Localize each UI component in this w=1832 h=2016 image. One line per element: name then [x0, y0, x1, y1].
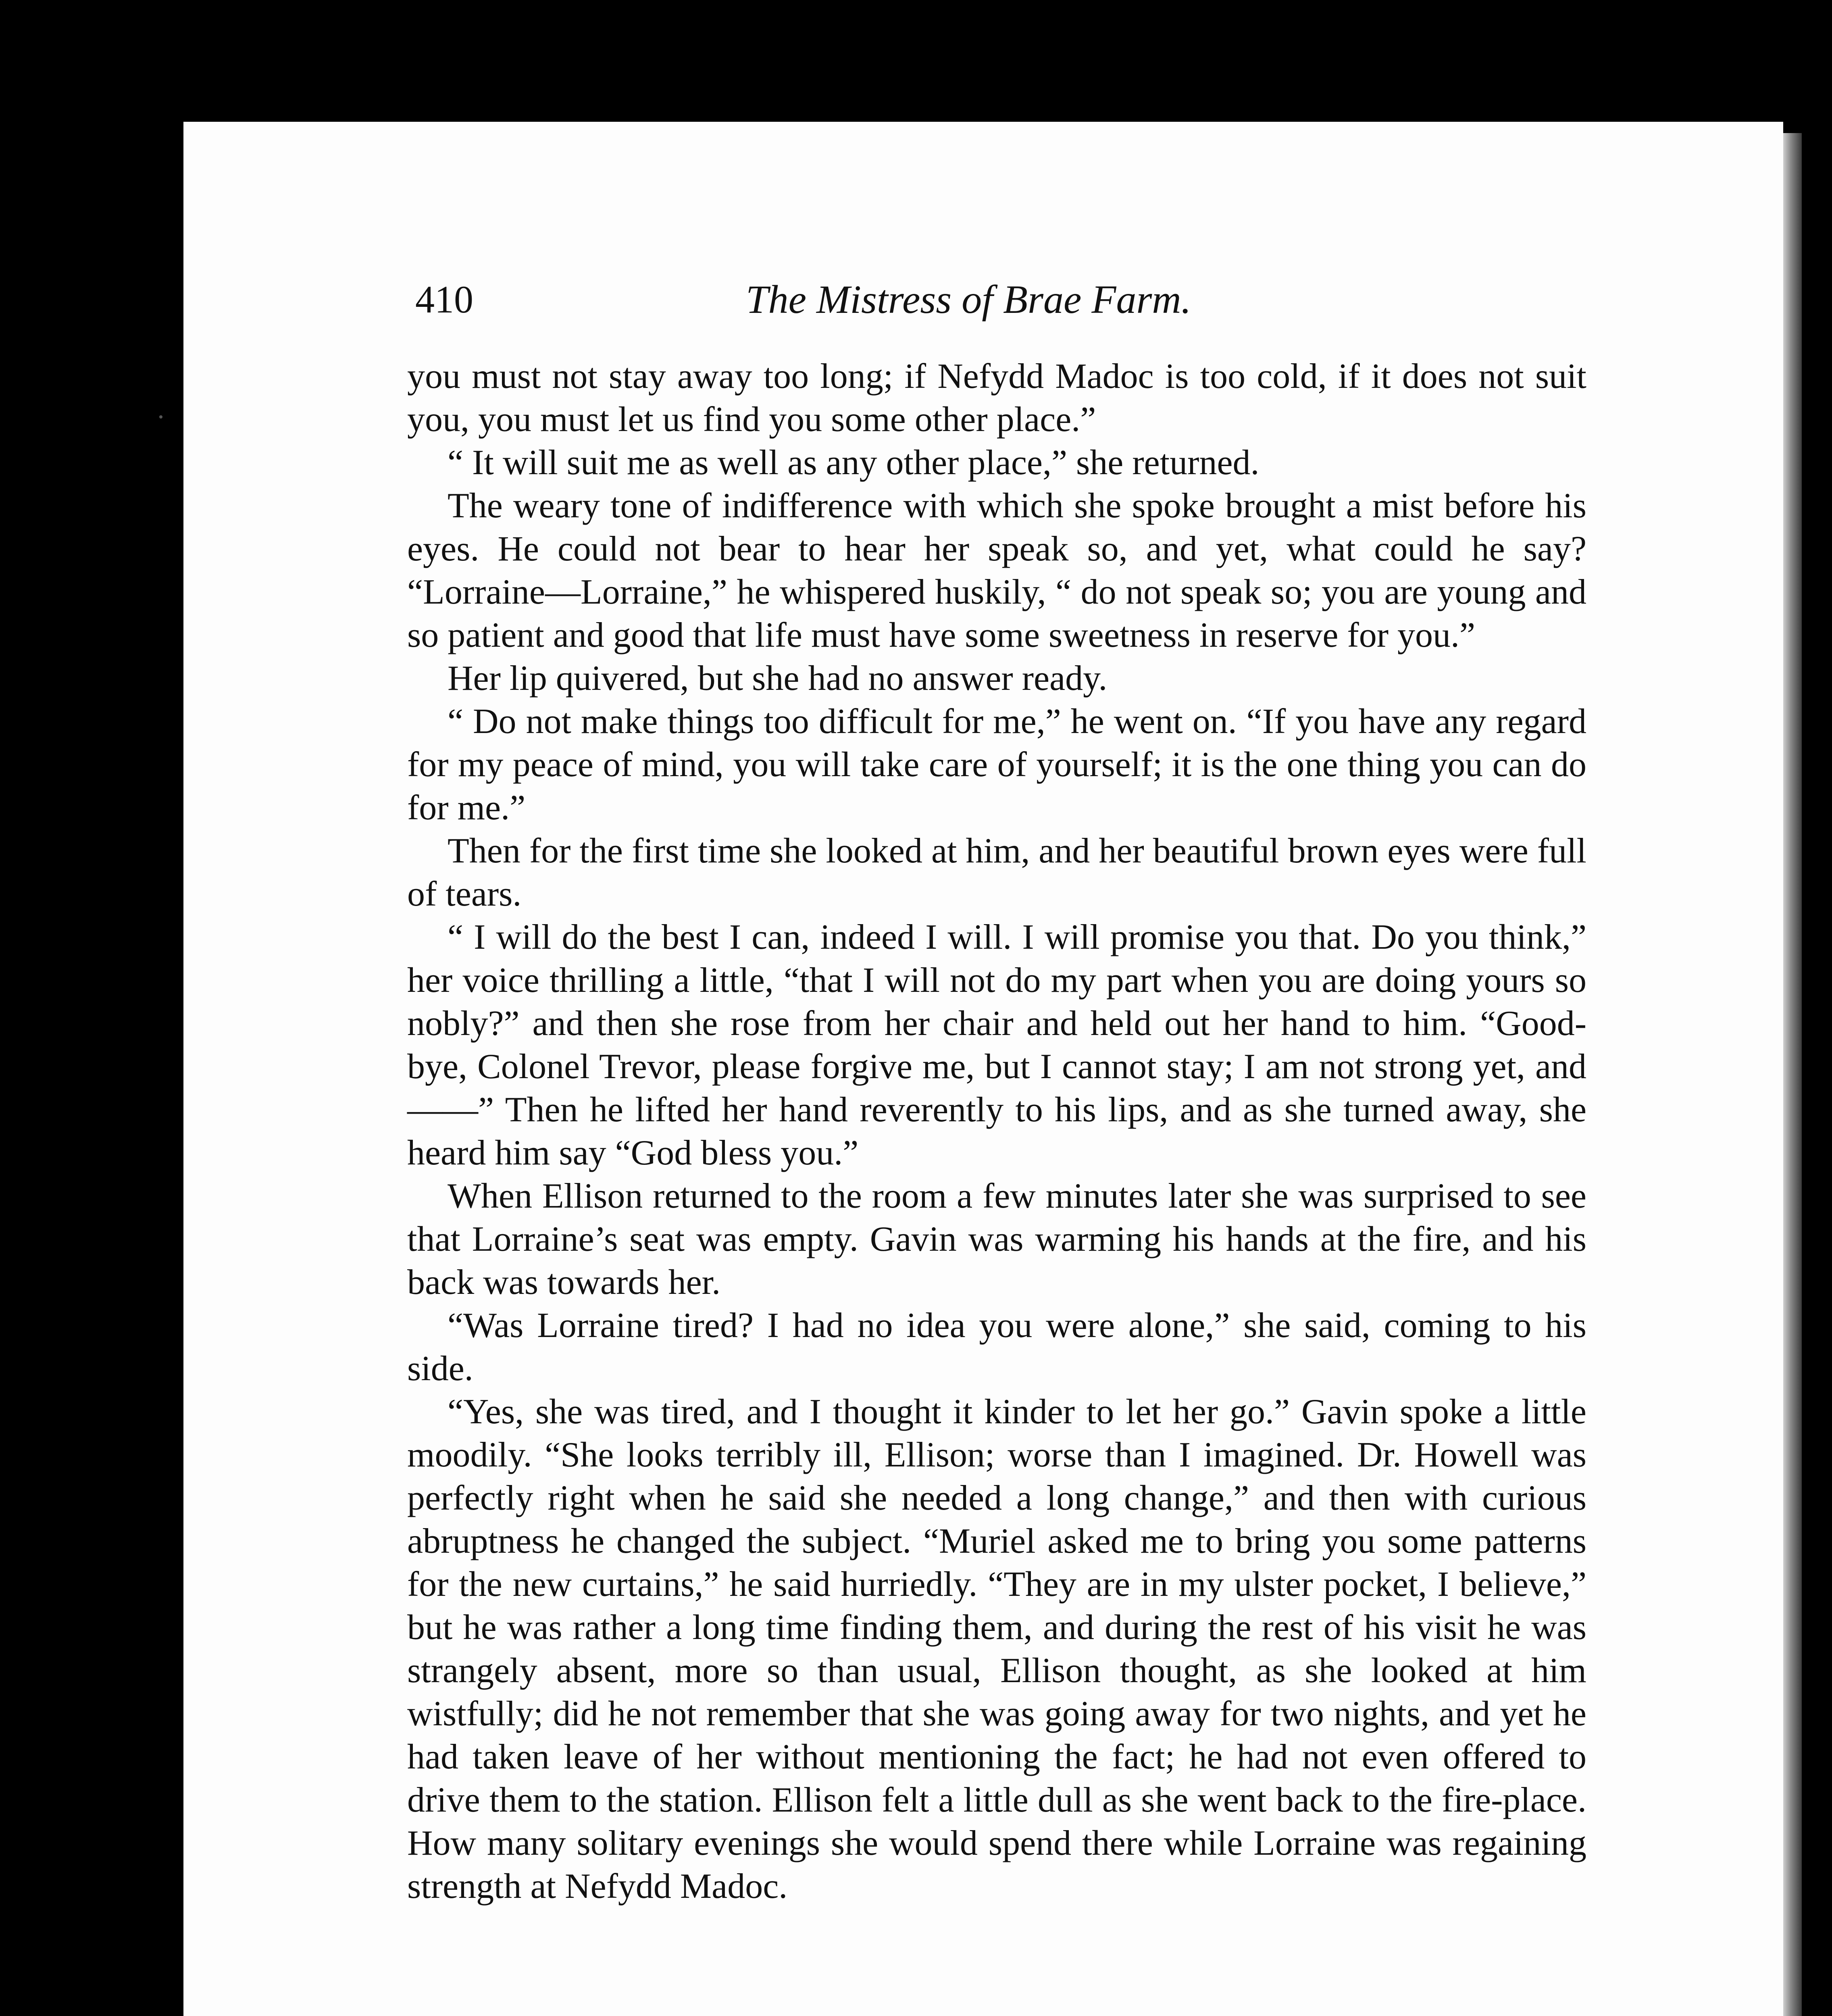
page-header: [415, 277, 1576, 322]
running-title: The Mistress of Brae Farm.: [746, 277, 1191, 322]
paragraph: Then for the first time she looked at him, and her beautiful brown eyes were full of tears.: [407, 831, 1586, 914]
paragraph: “ It will suit me as well as any other place,” she returned.: [448, 443, 1260, 482]
paragraph: Her lip quivered, but she had no answer ready.: [448, 659, 1108, 698]
paragraph: The weary tone of indifference with which she spoke brought a mist before his eyes. He could not bear to hear her speak so, and yet, what could he say? “Lorraine—Lorraine,” he whispered huskily, “ do not speak so; you are young and so patient and good that life must have some sweetness in reserve for you.”: [407, 486, 1586, 655]
paragraph: “ I will do the best I can, indeed I will. I will promise you that. Do you think,” her voice thrilling a little, “that I will not do my part when you are doing yours so nobly?” and then she rose from her chair and held out her hand to him. “Good-bye, Colonel Trevor, please forgive me, but I cannot stay; I am not strong yet, and——” Then he lifted her hand reverently to his lips, and as she turned away, she heard him say “God bless you.”: [407, 918, 1586, 1173]
page-number: 410: [415, 278, 473, 321]
paragraph: “ Do not make things too difficult for me,” he went on. “If you have any regard for my peace of mind, you will take care of yourself; it is the one thing you can do for me.”: [407, 702, 1586, 827]
scan-speck: [159, 415, 162, 419]
paragraph: “Was Lorraine tired? I had no idea you were alone,” she said, coming to his side.: [407, 1306, 1586, 1388]
body-text: [407, 355, 1586, 1908]
page-edge-shadow: [1783, 133, 1802, 2016]
paragraph: When Ellison returned to the room a few minutes later she was surprised to see that Lorraine’s seat was empty. Gavin was warming his hands at the fire, and his back was towards her.: [407, 1177, 1586, 1302]
paragraph: you must not stay away too long; if Nefydd Madoc is too cold, if it does not suit you, you must let us find you some other place.”: [407, 357, 1586, 439]
paragraph: “Yes, she was tired, and I thought it kinder to let her go.” Gavin spoke a little moodily. “She looks terribly ill, Ellison; worse than I imagined. Dr. Howell was perfectly right when he said she needed a long change,” and then with curious abruptness he changed the subject. “Muriel asked me to bring you some patterns for the new curtains,” he said hurriedly. “They are in my ulster pocket, I believe,” but he was rather a long time finding them, and during the rest of his visit he was strangely absent, more so than usual, Ellison thought, as she looked at him wistfully; did he not remember that she was going away for two nights, and yet he had taken leave of her without mentioning the fact; he had not even offered to drive them to the station. Ellison felt a little dull as she went back to the fire-place. How many solitary evenings she would spend there while Lorraine was regaining strength at Nefydd Madoc.: [407, 1392, 1586, 1906]
